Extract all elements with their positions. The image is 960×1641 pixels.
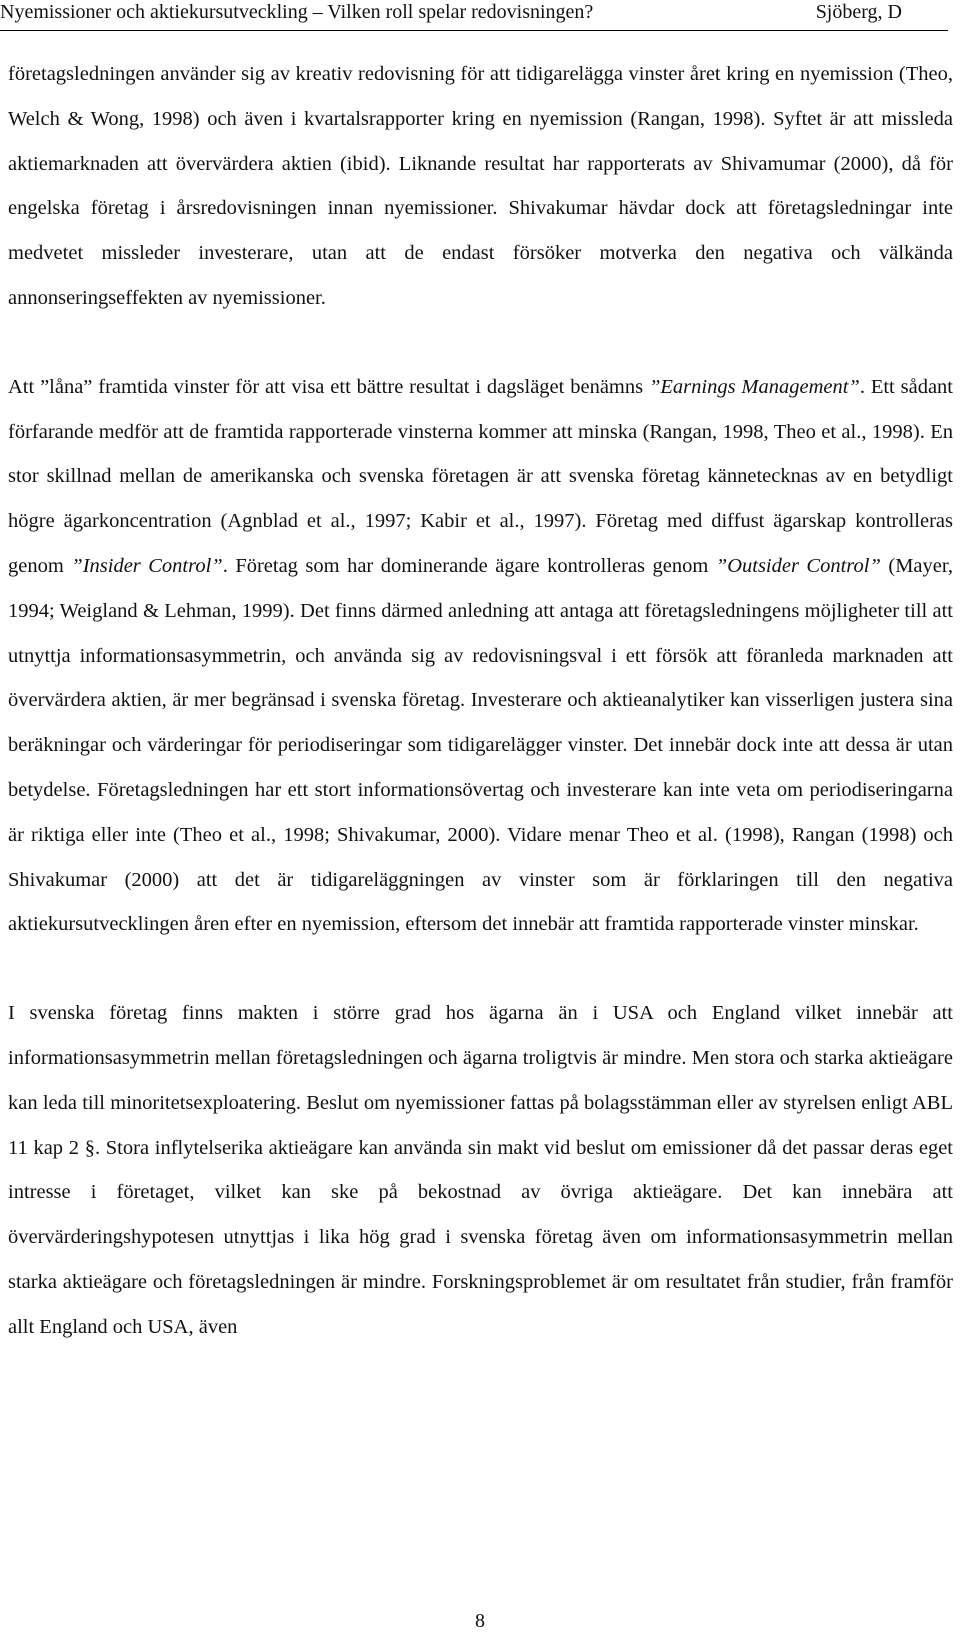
running-header xyxy=(0,0,948,31)
text-run: (Mayer, 1994; Weigland & Lehman, 1999). Det finns därmed anledning att antaga att företagsledningens möjligheter till att utnyttja informationsasymmetrin, och använda sig av redovisningsval i ett försök att föranleda marknaden att övervärdera aktien, är mer begränsad i svenska företag. Investerare och aktieanalytiker kan visserligen justera sina beräkningar och värderingar för periodiseringar som tidigarelägger vinster. Det innebär dock inte att dessa är utan betydelse. Företagsledningen har ett stort informationsövertag och investerare kan inte veta om periodiseringarna är riktiga eller inte (Theo et al., 1998; Shivakumar, 2000). Vidare menar Theo et al. (1998), Rangan (1998) och Shivakumar (2000) att det är tidigareläggningen av vinster som är förklaringen till den negativa aktiekursutvecklingen åren efter en nyemission, eftersom det innebär att framtida rapporterade vinster minskar. xyxy=(8,554,953,936)
italic-term: ”Earnings Management” xyxy=(648,375,860,398)
text-run: . Företag som har dominerande ägare kontrolleras genom xyxy=(222,554,716,577)
italic-term: ”Outsider Control” xyxy=(715,554,881,577)
paragraph xyxy=(8,991,953,1349)
page-number: 8 xyxy=(475,1610,485,1632)
header-title: Nyemissioner och aktiekursutveckling – Vilken roll spelar redovisningen? xyxy=(0,1,594,23)
italic-term: ”Insider Control” xyxy=(71,554,223,577)
paragraph xyxy=(8,52,953,321)
paragraph xyxy=(8,365,953,947)
text-run: . Ett sådant förfarande medför att de framtida rapporterade vinsterna kommer att minska (Rangan, 1998, Theo et al., 1998). En stor skillnad mellan de amerikanska och svenska företagen är att svenska företag kännetecknas av en betydligt högre ägarkoncentration (Agnblad et al., 1997; Kabir et al., 1997). Företag med diffust ägarskap kontrolleras genom xyxy=(8,375,953,577)
header-author: Sjöberg, D xyxy=(815,1,902,23)
text-run: Att ”låna” framtida vinster för att visa ett bättre resultat i dagsläget benämns xyxy=(8,375,649,398)
text-run: I svenska företag finns makten i större grad hos ägarna än i USA och England vilket innebär att informationsasymmetrin mellan företagsledningen och ägarna troligtvis är mindre. Men stora och starka aktieägare kan leda till minoritetsexploatering. Beslut om nyemissioner fattas på bolagsstämman eller av styrelsen enligt ABL 11 kap 2 §. Stora inflytelserika aktieägare kan använda sin makt vid beslut om emissioner då det passar deras eget intresse i företaget, vilket kan ske på bekostnad av övriga aktieägare. Det kan innebära att övervärderingshypotesen utnyttjas i lika hög grad i svenska företag även om informationsasymmetrin mellan starka aktieägare och företagsledningen är mindre. Forskningsproblemet är om resultatet från studier, från framför allt England och USA, även xyxy=(8,1002,953,1338)
body-text xyxy=(8,52,953,1350)
text-run: företagsledningen använder sig av kreativ redovisning för att tidigarelägga vinster året kring en nyemission (Theo, Welch & Wong, 1998) och även i kvartalsrapporter kring en nyemission (Rangan, 1998). Syftet är att missleda aktiemarknaden att övervärdera aktien (ibid). Liknande resultat har rapporterats av Shivamumar (2000), då för engelska företag i årsredovisningen innan nyemissioner. Shivakumar hävdar dock att företagsledningar inte medvetet missleder investerare, utan att de endast försöker motverka den negativa och välkända annonseringseffekten av nyemissioner. xyxy=(8,63,953,309)
